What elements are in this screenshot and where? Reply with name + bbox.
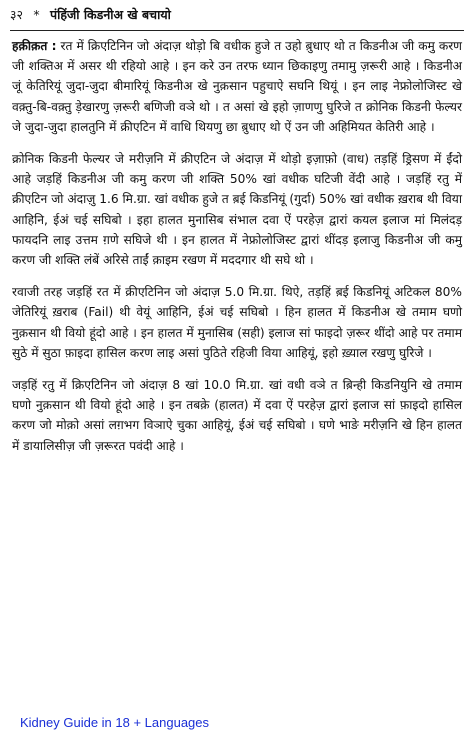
header-divider [10, 30, 464, 31]
paragraph-80-percent: रवाजी तरह जड़हिं रत में क्रीएटिनिन जो अंदाज़ 5.0 मि.ग्रा. थिऐ, तड़हिं ब़ई किडनियूं अटिकल 80% जेतिरियूं ख़राब (Fail) थी वेयूं आहिनि, ईअं चई सघिबो । हिन हालत में किडनीअ खे तमाम घणो नुक़सान थी वियो हूंदो आहे । इन हालत में मुनासिब (सही) इलाज सां फाइदो ज़रूर थींदो आहे पर तमाम सुठे में सुठा फ़ाइदा हासिल करण लाइ असां पुठिते रहिजी विया आहियूं, इहो ख़्याल रखणु घुरिजे । [12, 285, 462, 360]
fact-text: रत में क्रिएटिनिन जो अंदाज़ थोड़ो बि वधीक हुजे त उहो ब़ुधाए थो त किडनीअ जी कमु करण जी शक्तिअ में असर थी रहियो आहे । इन करे उन तरफ ध्यान छिकाइणु तमामु ज़रूरी आहे । किडनीअ जूं केतिरियूं जुदा-जुदा बीमारियूं किडनीअ खे नुक़सान पहुचाऐ सघनि थियूं । इन लाइ नेफ्रोलोजिस्ट खे वक़्तु-बि-वक़्तु ड़ेखारणु ज़रूरी बणिजी वञे थो । त असां खे इहो ज़ाणणु घुरिजे त क्रोनिक किडनी फेल्यर जे जुदा-जुदा हालतुनि में क्रीएटिन में वाधि थियणु छा ब़ुधाए थो ऐं उन जी अहिमियत केतिरी आहे । [12, 39, 462, 134]
footer-link[interactable]: Kidney Guide in 18 + Languages [20, 715, 210, 730]
page-header [10, 4, 464, 26]
paragraph-dialysis: जड़हिं रतु में क्रिएटिनिन जो अंदाज़ 8 खां 10.0 मि.ग्रा. खां वधी वञे त ब़िन्ही किडनियुनि खे तमाम घणो नुक़सान थी वियो हूंदो आहे । इन तबक़े (हालत) में दवा ऐं परहेज़ द्वारां इलाज सां फ़ाइदो हासिल करण जो मोक़ो असां लग़भग विञाऐ चुका आहियूं, ईअं चई सघिबो । घणे भाङे मरीज़नि खे हिन हालत में डायालिसीज़ जी ज़रूरत पवंदी आहे । [12, 378, 462, 453]
paragraph-fact [12, 36, 462, 137]
page-number: ३२ [10, 7, 24, 22]
body-text [12, 36, 462, 468]
book-title: पंहिंजी किडनीअ खे बचायो [49, 7, 171, 22]
fact-term: हक़ीक़त : [12, 39, 57, 53]
header-separator: * [33, 7, 40, 22]
paragraph-early-rise: क्रोनिक किडनी फेल्यर जे मरीज़नि में क्रीएटिन जे अंदाज़ में थोड़ो इज़ाफ़ो (वाध) तड़हिं ड्रिसण में ईंदो आहे जड़हिं किडनीअ जी कमु करण जी शक्ति 50% खां वधीक घटिजी वेंदी आहे । जड़हिं रतु में क्रीएटिन जो अंदाज़ु 1.6 मि.ग्रा. खां वधीक हुजे त ब़ई किडनियूं (गुर्दा) 50% खां वधीक ख़राब थी विया आहिनि, ईअं चई सघिबो । इहा हालत मुनासिब संभाल दवा ऐं परहेज़ द्वारां कयल इलाज मां मिलंदड़ फायदनि लाइ उत्तम ग़णे सघिजे थी । इन हालत में नेफ्रोलोजिस्ट द्वारां थींदड़ इलाजु किडनीअ जी कमु करण जी शक्ति लंबें अरिसे ताईं क़ाइम रखण में मददगार थी सघे थो । [12, 152, 462, 268]
